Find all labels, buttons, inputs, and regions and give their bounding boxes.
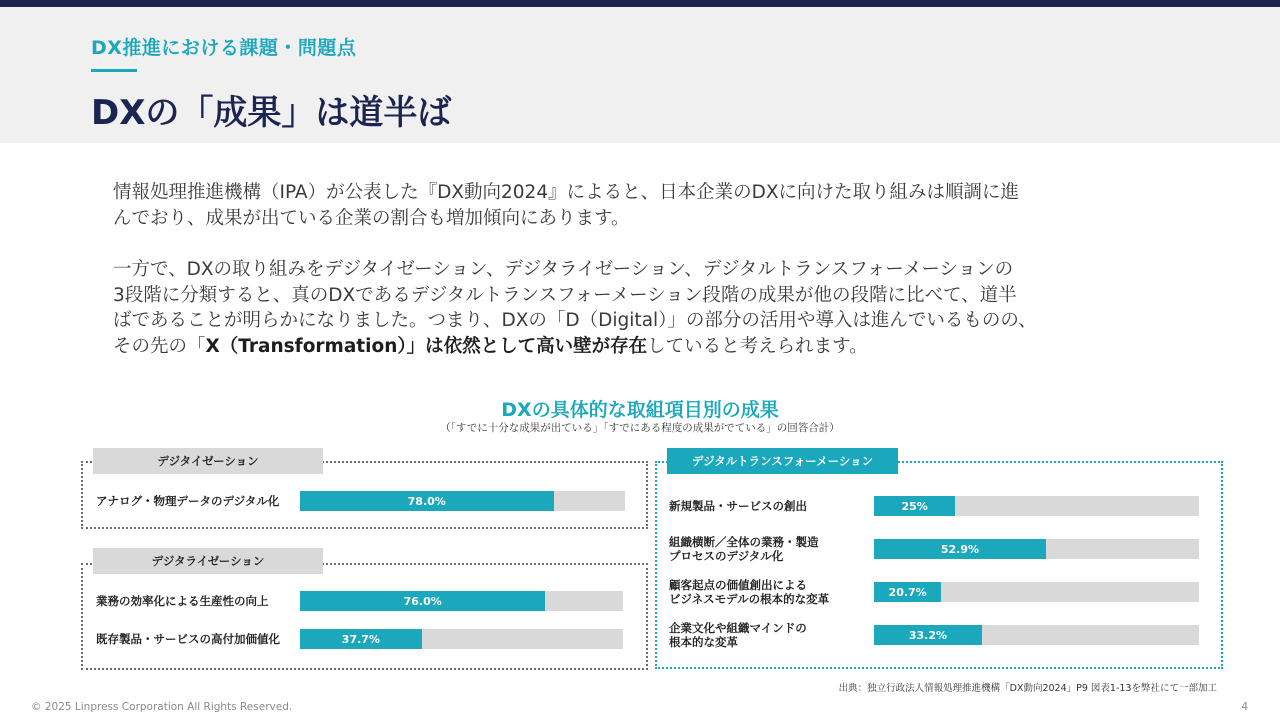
top-accent-bar [0, 0, 1280, 7]
bar-track [874, 496, 1199, 516]
chart-subtitle: （「すでに十分な成果が出ている」「すでにある程度の成果がでている」の回答合計） [440, 422, 840, 434]
bar [300, 591, 545, 611]
bar-value-label: 78.0% [407, 494, 446, 508]
slide-header [0, 7, 1280, 143]
bar-label-line: 顧客起点の価値創出による [669, 578, 807, 592]
analysis-line: 3段階に分類すると、真のDXであるデジタルトランスフォーメーション段階の成果が他の段階に比べて、道半 [113, 284, 1017, 306]
bar [874, 582, 941, 602]
section-underline [91, 69, 137, 72]
bar-track [300, 491, 625, 511]
intro-paragraph [113, 180, 1183, 231]
group-label-digitization: デジタイゼーション [93, 448, 323, 474]
page-title: DXの「成果」は道半ば [91, 93, 452, 133]
bar-track [874, 582, 1199, 602]
chart-title: DXの具体的な取組項目別の成果 [501, 399, 779, 421]
bar [300, 491, 554, 511]
bar-label: アナログ・物理データのデジタル化 [96, 494, 280, 508]
group-box-digitalization [81, 563, 648, 670]
bar-label-line: 組織横断／全体の業務・製造 [669, 535, 819, 549]
intro-line: 情報処理推進機構（IPA）が公表した『DX動向2024』によると、日本企業のDXに向けた取り組みは順調に進 [113, 182, 1020, 203]
group-label-transformation: デジタルトランスフォーメーション [667, 448, 898, 474]
bar-label-line: 根本的な変革 [669, 635, 738, 649]
analysis-line-last [113, 334, 1183, 360]
bar [874, 496, 955, 516]
intro-line: んでおり、成果が出ている企業の割合も増加傾向にあります。 [113, 207, 630, 229]
bar-value-label: 25% [901, 499, 928, 513]
source-note: 出典：独立行政法人情報処理推進機構「DX動向2024」P9 図表1-13を弊社にて一部加工 [838, 683, 1217, 694]
emphasis-text: X（Transformation）」は依然として高い壁が存在 [205, 335, 648, 357]
bar-value-label: 33.2% [908, 628, 948, 642]
bar-track [300, 629, 623, 649]
bar-label-line: プロセスのデジタル化 [669, 549, 784, 563]
analysis-paragraph [113, 257, 1183, 359]
bar-label [669, 499, 807, 513]
bar-label-line: 新規製品・サービスの創出 [669, 499, 807, 513]
bar-track [300, 591, 623, 611]
bar-value-label: 76.0% [403, 594, 442, 608]
analysis-text: その先の「 [113, 335, 206, 357]
copyright: © 2025 Linpress Corporation All Rights Reserved. [31, 701, 293, 713]
section-label: DX推進における課題・問題点 [91, 37, 357, 59]
bar [874, 625, 982, 645]
analysis-line: ばであることが明らかになりました。つまり、DXの「D（Digital）」の部分の活用や導入は進んでいるものの、 [113, 310, 1037, 331]
bar-label-line: ビジネスモデルの根本的な変革 [669, 592, 830, 606]
page-number: 4 [1241, 701, 1248, 713]
bar-label-line: 企業文化や組織マインドの [669, 621, 807, 635]
analysis-line: 一方で、DXの取り組みをデジタイゼーション、デジタライゼーション、デジタルトランスフォーメーションの [113, 259, 1014, 280]
bar-track [874, 539, 1199, 559]
bar-value-label: 52.9% [940, 542, 980, 556]
bar-label: 既存製品・サービスの高付加価値化 [96, 632, 280, 646]
bar-track [874, 625, 1199, 645]
bar-label [669, 621, 807, 649]
bar-label [669, 578, 829, 606]
bar [300, 629, 422, 649]
bar-value-label: 20.7% [888, 585, 927, 599]
analysis-text: していると考えられます。 [647, 335, 868, 357]
group-label-digitalization: デジタライゼーション [93, 548, 323, 574]
bar-label: 業務の効率化による生産性の向上 [96, 594, 269, 608]
bar-label [669, 535, 819, 563]
bar-value-label: 37.7% [341, 632, 380, 646]
bar [874, 539, 1046, 559]
